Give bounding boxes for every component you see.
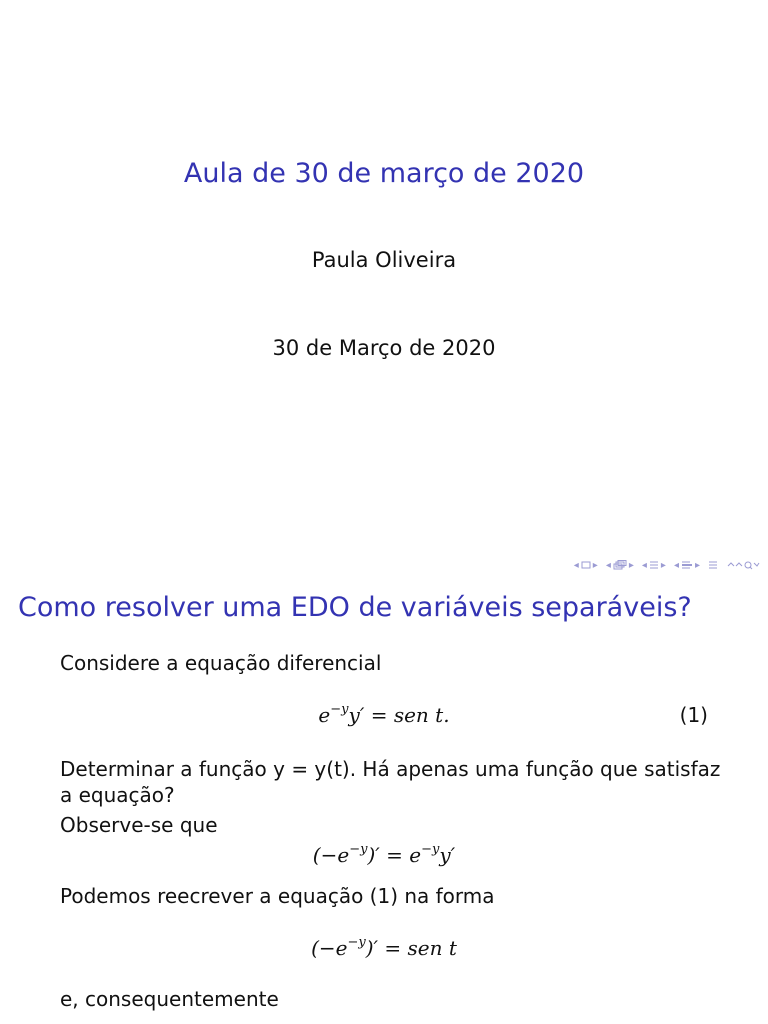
- eq3-exp: −y: [347, 935, 366, 950]
- conclusion-text: e, consequentemente: [60, 987, 279, 1011]
- equation-3: [0, 936, 768, 960]
- nav-right-arrow-icon[interactable]: ▸: [694, 559, 700, 571]
- section-icon: [649, 560, 659, 570]
- subsection-nav-group[interactable]: [606, 560, 634, 571]
- navigation-bar: [574, 556, 760, 574]
- presentation-title: Aula de 30 de março de 2020: [183, 158, 585, 189]
- eq1-rest: y′ = sen t.: [348, 703, 450, 727]
- equation-number: (1): [679, 703, 708, 727]
- eq1-base: e: [318, 703, 331, 727]
- eq3-left: (−e: [311, 936, 348, 960]
- nav-left-arrow-icon[interactable]: ◂: [573, 559, 579, 571]
- eq2-exp1: −y: [349, 842, 368, 857]
- toc-icon[interactable]: [708, 560, 718, 570]
- doc-icon: [681, 560, 693, 570]
- equation-1: [0, 703, 768, 727]
- author-name: Paula Oliveira: [311, 248, 457, 272]
- equation-2: [0, 843, 768, 867]
- observe-text: Observe-se que: [60, 813, 218, 837]
- presentation-date: 30 de Março de 2020: [272, 336, 496, 360]
- search-icon[interactable]: [726, 560, 760, 570]
- eq2-right: y′: [439, 843, 456, 867]
- paragraph-line-2: a equação?: [60, 783, 175, 807]
- frame-nav-group[interactable]: [574, 560, 598, 571]
- document-nav-group[interactable]: [674, 560, 700, 571]
- eq3-right: )′ = sen t: [365, 936, 457, 960]
- paragraph-line-1: Determinar a função y = y(t). Há apenas uma função que satisfaz: [60, 757, 721, 781]
- nav-right-arrow-icon[interactable]: ▸: [628, 559, 634, 571]
- section-nav-group[interactable]: [642, 560, 666, 571]
- nav-left-arrow-icon[interactable]: ◂: [641, 559, 647, 571]
- nav-right-arrow-icon[interactable]: ▸: [660, 559, 666, 571]
- content-slide: [0, 512, 768, 1024]
- subsection-icon: [613, 560, 627, 570]
- eq2-mid: )′ = e: [367, 843, 422, 867]
- eq2-left: (−e: [312, 843, 350, 867]
- nav-left-arrow-icon[interactable]: ◂: [605, 559, 611, 571]
- eq2-exp2: −y: [421, 842, 440, 857]
- intro-text: Considere a equação diferencial: [60, 651, 382, 675]
- frame-icon: [581, 561, 591, 569]
- rewrite-text: Podemos reecrever a equação (1) na forma: [60, 884, 495, 908]
- eq1-exponent: −y: [330, 702, 349, 717]
- nav-right-arrow-icon[interactable]: ▸: [592, 559, 598, 571]
- nav-left-arrow-icon[interactable]: ◂: [673, 559, 679, 571]
- frame-title: Como resolver uma EDO de variáveis separáveis?: [18, 592, 692, 623]
